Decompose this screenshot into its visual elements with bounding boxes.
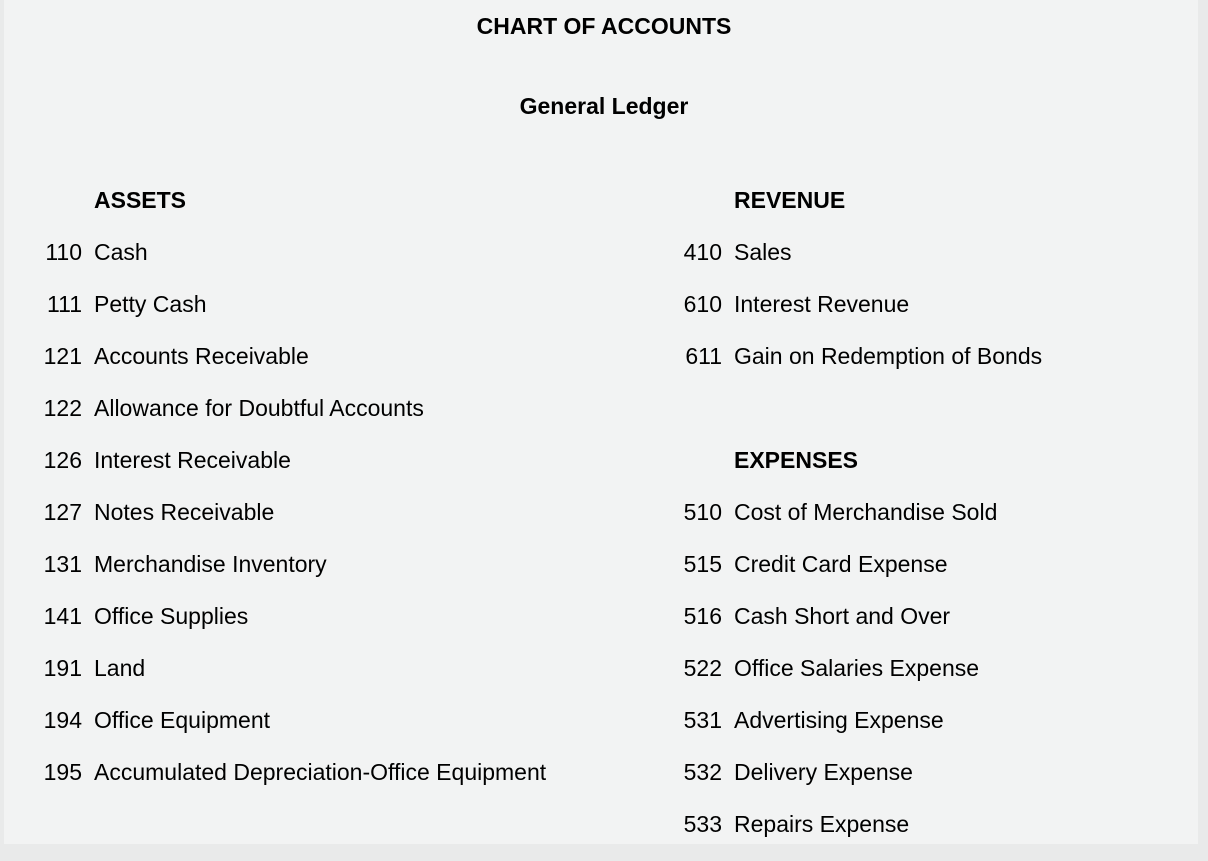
account-name: Office Equipment — [94, 707, 271, 733]
account-number: 533 — [683, 811, 722, 837]
assets-column — [4, 185, 624, 809]
account-row — [644, 705, 1204, 757]
account-row — [644, 341, 1204, 393]
account-number: 111 — [47, 291, 82, 317]
account-number: 127 — [43, 499, 82, 525]
account-name: Gain on Redemption of Bonds — [734, 343, 1043, 369]
account-row — [4, 393, 624, 445]
page-title: CHART OF ACCOUNTS — [476, 13, 732, 39]
account-row — [4, 549, 624, 601]
account-name: Interest Receivable — [94, 447, 291, 473]
account-name: Accounts Receivable — [94, 343, 309, 369]
account-number: 195 — [43, 759, 82, 785]
account-row — [4, 341, 624, 393]
account-number: 126 — [43, 447, 82, 473]
section-heading-assets: ASSETS — [94, 187, 187, 213]
account-name: Interest Revenue — [734, 291, 910, 317]
account-name: Notes Receivable — [94, 499, 275, 525]
page-subtitle: General Ledger — [519, 93, 689, 119]
account-name: Petty Cash — [94, 291, 207, 317]
section-heading-expenses: EXPENSES — [734, 447, 858, 473]
account-name: Merchandise Inventory — [94, 551, 327, 577]
account-name: Credit Card Expense — [734, 551, 948, 577]
account-name: Advertising Expense — [734, 707, 944, 733]
account-name: Sales — [734, 239, 792, 265]
account-name: Office Salaries Expense — [734, 655, 980, 681]
account-name: Cash — [94, 239, 148, 265]
account-name: Allowance for Doubtful Accounts — [94, 395, 424, 421]
section-heading-revenue: REVENUE — [734, 187, 846, 213]
account-number: 532 — [683, 759, 722, 785]
account-row — [644, 549, 1204, 601]
account-row — [644, 653, 1204, 705]
account-row — [4, 289, 624, 341]
account-number: 141 — [43, 603, 82, 629]
document-page — [4, 0, 1198, 844]
account-number: 516 — [683, 603, 722, 629]
account-row — [4, 757, 624, 809]
account-number: 515 — [683, 551, 722, 577]
account-row — [4, 705, 624, 757]
account-name: Office Supplies — [94, 603, 249, 629]
section-spacer — [644, 393, 1204, 445]
account-row — [4, 237, 624, 289]
account-name: Delivery Expense — [734, 759, 913, 785]
account-name: Accumulated Depreciation-Office Equipment — [94, 759, 547, 785]
account-name: Land — [94, 655, 146, 681]
account-row — [4, 445, 624, 497]
account-number: 131 — [43, 551, 82, 577]
account-name: Cost of Merchandise Sold — [734, 499, 998, 525]
account-number: 410 — [683, 239, 722, 265]
account-row — [644, 237, 1204, 289]
account-number: 110 — [45, 239, 82, 265]
account-row — [4, 653, 624, 705]
account-number: 531 — [683, 707, 722, 733]
account-name: Cash Short and Over — [734, 603, 951, 629]
account-number: 191 — [43, 655, 82, 681]
revenue-expenses-column — [644, 185, 1204, 861]
account-row — [4, 497, 624, 549]
account-row — [644, 601, 1204, 653]
account-row — [4, 601, 624, 653]
account-row — [644, 809, 1204, 861]
account-number: 522 — [683, 655, 722, 681]
account-number: 611 — [685, 343, 722, 369]
account-number: 122 — [43, 395, 82, 421]
account-number: 610 — [683, 291, 722, 317]
account-row — [644, 757, 1204, 809]
account-row — [644, 289, 1204, 341]
account-row — [644, 497, 1204, 549]
account-number: 194 — [43, 707, 82, 733]
account-number: 510 — [683, 499, 722, 525]
account-name: Repairs Expense — [734, 811, 910, 837]
account-number: 121 — [43, 343, 82, 369]
